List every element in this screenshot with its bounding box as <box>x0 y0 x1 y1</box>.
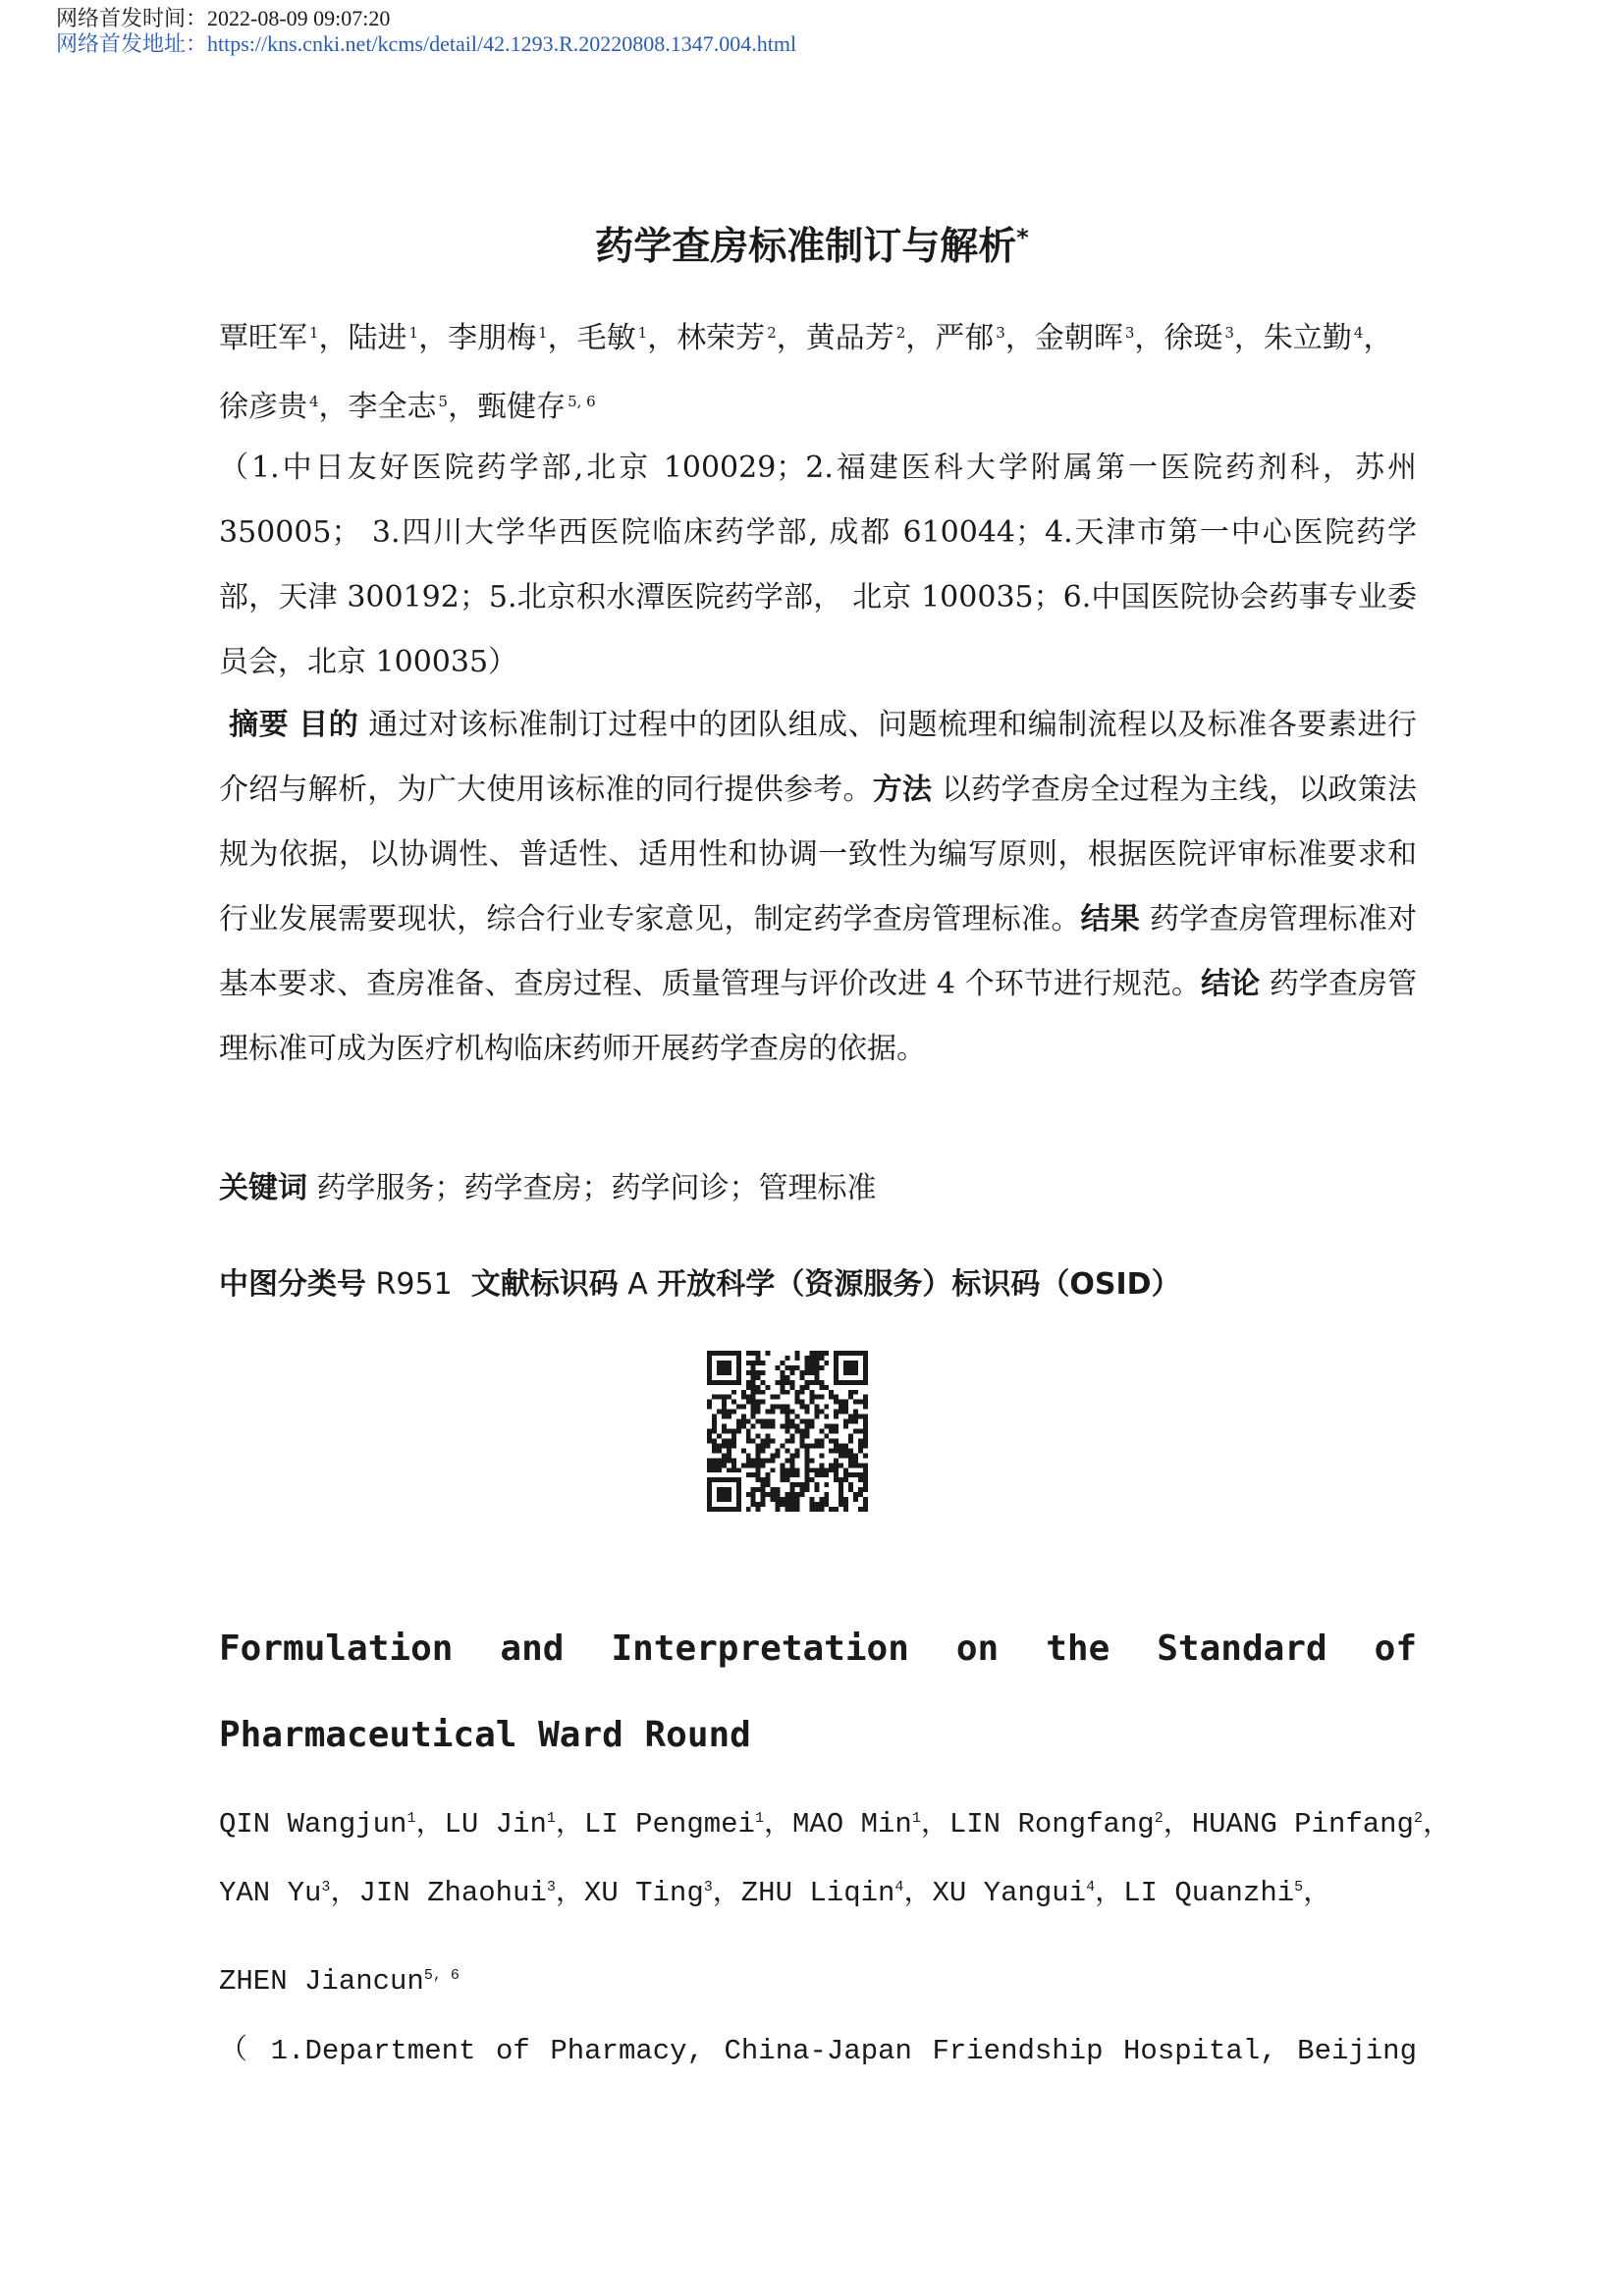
paper-title-cn <box>0 208 1624 277</box>
author-en-name: ZHEN Jiancun <box>219 1965 424 1998</box>
online-time: 网络首发时间：2022-08-09 09:07:20 <box>56 6 391 30</box>
author-en-name: LI Quanzhi <box>1123 1877 1295 1909</box>
authors-en-line3 <box>219 1949 1427 2018</box>
objective-label: 目的 <box>298 708 359 742</box>
online-publication-meta <box>56 6 796 57</box>
author-cn-affil-mark: 1 <box>538 324 548 342</box>
author-en-name: MAO Min <box>791 1808 912 1841</box>
author-en-name: LI Pengmei <box>583 1808 755 1841</box>
title-en-line1: Formulation and Interpretation on the Standard of <box>219 1629 1417 1669</box>
author-cn-affil-mark: 1 <box>637 324 648 342</box>
author-en-affil-mark: 1 <box>754 1810 764 1827</box>
author-cn-separator: ， <box>547 321 577 355</box>
author-cn-affil-mark: 3 <box>1224 324 1234 342</box>
author-en-name: XU Yangui <box>932 1877 1087 1909</box>
author-cn-separator: ， <box>448 390 478 424</box>
osid-label: 开放科学（资源服务）标识码（OSID） <box>657 1267 1181 1302</box>
author-cn-name: 甄健存 <box>477 390 567 424</box>
author-en-name: JIN Zhaohui <box>358 1877 547 1909</box>
keywords-text: 药学服务；药学查房；药学问诊；管理标准 <box>316 1171 877 1205</box>
doc-code-value: A <box>627 1267 648 1302</box>
author-en-name: LIN Rongfang <box>948 1808 1155 1841</box>
author-cn-separator: ， <box>776 321 806 355</box>
author-cn-affil-mark: 5, 6 <box>568 393 596 410</box>
affiliations-cn: （1.中日友好医院药学部,北京 100029；2.福建医科大学附属第一医院药剂科，苏州 350005； 3.四川大学华西医院临床药学部, 成都 610044；4.天津市第一中心医院药学部，天津 300192；5.北京积水潭医院药学部， 北京 100035；6.中国医院协会药事专业委员会，北京 100035） <box>219 451 1417 679</box>
paper-title-text: 药学查房标准制订与解析 <box>595 225 1017 269</box>
author-en-affil-mark: 2 <box>1154 1810 1164 1827</box>
author-en-affil-mark: 1 <box>406 1810 416 1827</box>
author-en-name: QIN Wangjun <box>219 1808 407 1841</box>
conclusion-label: 结论 <box>1201 967 1261 1001</box>
author-cn-name: 林荣芳 <box>677 321 766 355</box>
author-en-affil-mark: 5 <box>1294 1879 1304 1896</box>
author-en-separator: ， <box>1163 1808 1192 1841</box>
author-en-separator: ， <box>763 1808 792 1841</box>
author-cn-separator: ， <box>318 321 349 355</box>
author-en-affil-mark: 4 <box>894 1879 904 1896</box>
doc-code-label: 文献标识码 <box>470 1267 619 1302</box>
author-cn-affil-mark: 3 <box>1124 324 1135 342</box>
clc-value: R951 <box>375 1267 453 1302</box>
author-cn-separator: ， <box>1004 321 1035 355</box>
author-cn-affil-mark: 4 <box>309 393 319 410</box>
author-cn-name: 覃旺军 <box>219 321 307 355</box>
author-cn-separator: ， <box>1233 321 1264 355</box>
author-cn-separator: ， <box>1134 321 1164 355</box>
author-en-name: LU Jin <box>444 1808 547 1841</box>
author-en-affil-mark: 1 <box>546 1810 556 1827</box>
authors-en <box>219 1792 1451 2018</box>
author-cn-separator: ， <box>905 321 936 355</box>
online-url-link[interactable]: 网络首发地址：https://kns.cnki.net/kcms/detail/42.1293.R.20220808.1347.004.html <box>56 31 797 56</box>
objective-text: 通过对该标准制订过程中的团队组成、问题梳理和编制流程以及标准各要素进行介绍与解析，为广大使用该标准的同行提供参考。 <box>219 708 1417 807</box>
author-cn-affil-mark: 2 <box>767 324 777 342</box>
author-en-affil-mark: 3 <box>703 1879 713 1896</box>
author-cn-name: 李全志 <box>348 390 437 424</box>
author-en-affil-mark: 4 <box>1086 1879 1096 1896</box>
authors-cn <box>219 306 1417 444</box>
abstract-cn <box>219 693 1417 1082</box>
author-en-name: ZHU Liqin <box>740 1877 895 1909</box>
author-cn-name: 黄品芳 <box>805 321 894 355</box>
title-en-line2: Pharmaceutical Ward Round <box>219 1715 751 1755</box>
author-cn-name: 金朝晖 <box>1034 321 1123 355</box>
author-en-separator: ， <box>555 1808 584 1841</box>
author-cn-name: 徐彦贵 <box>219 390 307 424</box>
paper-title-en <box>219 1606 1417 1779</box>
clc-label: 中图分类号 <box>219 1267 366 1302</box>
author-en-affil-mark: 5, 6 <box>423 1967 460 1984</box>
author-en-separator: ， <box>415 1808 445 1841</box>
author-en-name: HUANG Pinfang <box>1191 1808 1414 1841</box>
author-en-separator: ， <box>555 1877 584 1909</box>
author-en-separator: ， <box>1422 1808 1451 1841</box>
author-cn-affil-mark: 3 <box>996 324 1005 342</box>
author-cn-name: 严郁 <box>935 321 995 355</box>
author-cn-name: 毛敏 <box>576 321 636 355</box>
author-cn-name: 李朋梅 <box>448 321 537 355</box>
author-cn-affil-mark: 2 <box>895 324 906 342</box>
methods-label: 方法 <box>872 773 933 807</box>
author-en-affil-mark: 3 <box>321 1879 331 1896</box>
author-en-name: YAN Yu <box>219 1877 322 1909</box>
title-footnote-mark: * <box>1016 224 1029 251</box>
author-cn-separator: ， <box>647 321 677 355</box>
author-en-affil-mark: 1 <box>911 1810 921 1827</box>
keywords-cn <box>219 1164 1417 1213</box>
author-cn-affil-mark: 1 <box>309 324 319 342</box>
author-en-affil-mark: 2 <box>1413 1810 1423 1827</box>
methods-text: 以药学查房全过程为主线，以政策法规为依据，以协调性、普适性、适用性和协调一致性为编写原则，根据医院评审标准要求和行业发展需要现状，综合行业专家意见，制定药学查房管理标准。 <box>219 773 1418 936</box>
author-en-name: XU Ting <box>583 1877 704 1909</box>
classification-line <box>219 1260 1417 1309</box>
authors-en-line2 <box>219 1861 1427 1930</box>
author-en-separator: ， <box>330 1877 359 1909</box>
author-cn-separator: ， <box>1363 321 1393 355</box>
author-cn-name: 陆进 <box>348 321 407 355</box>
author-cn-affil-mark: 4 <box>1353 324 1364 342</box>
author-en-separator: ， <box>903 1877 933 1909</box>
results-text: 药学查房管理标准对基本要求、查房准备、查房过程、质量管理与评价改进 4 个环节进行规范。 <box>219 902 1418 1001</box>
osid-qr-code[interactable] <box>707 1351 868 1512</box>
author-en-separator: ， <box>1303 1877 1332 1909</box>
author-cn-name: 朱立勤 <box>1263 321 1352 355</box>
qr-code-image <box>707 1351 868 1512</box>
author-cn-name: 徐珽 <box>1164 321 1223 355</box>
author-cn-affil-mark: 1 <box>408 324 419 342</box>
author-en-affil-mark: 3 <box>546 1879 556 1896</box>
author-cn-separator: ， <box>418 321 449 355</box>
author-cn-affil-mark: 5 <box>438 393 449 410</box>
author-en-separator: ， <box>920 1808 949 1841</box>
conclusion-text: 药学查房管理标准可成为医疗机构临床药师开展药学查房的依据。 <box>219 967 1418 1066</box>
affiliation-en: （ 1.Department of Pharmacy, China-Japan Friendship Hospital, Beijing <box>219 2035 1417 2067</box>
author-cn-separator: ， <box>318 390 349 424</box>
author-en-separator: ， <box>712 1877 741 1909</box>
results-label: 结果 <box>1080 902 1141 936</box>
author-en-separator: ， <box>1095 1877 1124 1909</box>
authors-en-line1 <box>219 1792 1451 1861</box>
abstract-label: 摘要 <box>229 708 290 742</box>
keywords-label: 关键词 <box>219 1171 307 1205</box>
